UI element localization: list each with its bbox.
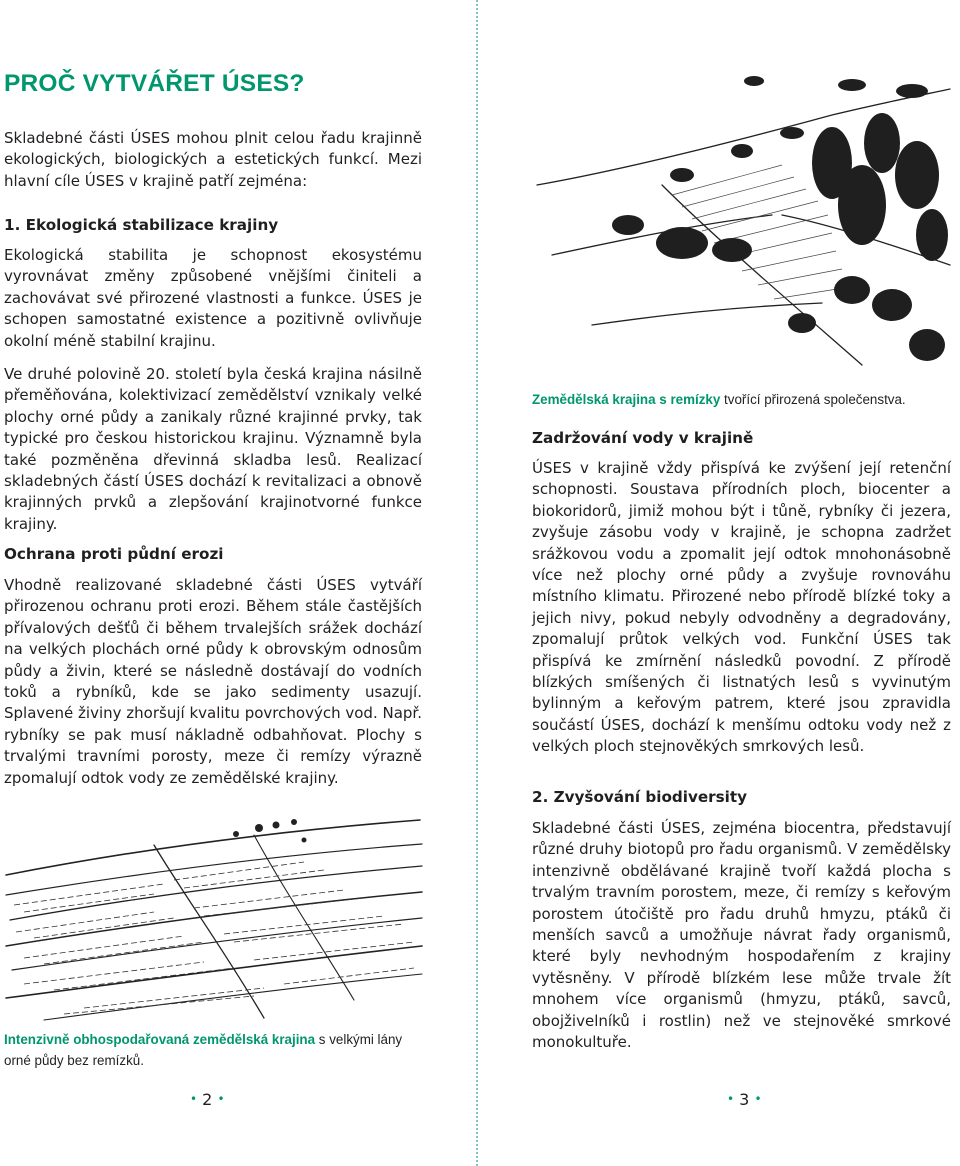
intro-paragraph-block	[4, 128, 422, 192]
page-number-left: • 2 •	[190, 1090, 225, 1109]
hedgerow-caption	[532, 390, 952, 411]
field-caption	[4, 1030, 424, 1071]
section2-heading: 2. Zvyšování biodiversity	[532, 788, 748, 806]
section1-text-2	[4, 364, 422, 535]
field-caption-rest: s velkými lány orné půdy bez remízků.	[4, 1032, 403, 1068]
field-caption-bold: Intenzivně obhospodařovaná zemědělská krajina	[4, 1032, 316, 1047]
water-paragraph: ÚSES v krajině vždy přispívá ke zvýšení její retenční schopnosti. Soustava přírodních ploch, biocenter a biokoridorů, jimiž mohou být i tůně, rybníky či jezera, zvyšuje zásobu vody v krajině, je schopna zadržet srážkovou vodu a zpomalit její odtok mnohonásobně více než plochy orné půdy a zvyšuje rovnováhu místního klimatu. Přirozené nebo přírodě blízké toky a jejich nivy, pokud nebyly odvodněny a degradovány, zpomalují průtok velkých vod. Funkční ÚSES tak přispívá ke zmírnění následků povodní. Z přírodě blízkých smíšených či listnatých lesů s vyvinutým bylinným a keřovým patrem, které jsou zpravidla součástí ÚSES, dochází k menšímu odtoku vody než z velkých ploch stejnověkých smrkových lesů.	[532, 459, 951, 756]
erosion-text	[4, 575, 422, 789]
section1-heading: 1. Ekologická stabilizace krajiny	[4, 216, 279, 234]
erosion-paragraph: Vhodně realizované skladebné části ÚSES vytváří přirozenou ochranu proti erozi. Během stále častějších přívalových dešťů či během trvalejších srážek dochází na velkých plochách orné půdy k obrovským odnosům půdy a živin, které se následně dostávají do vodních toků a rybníků, kde se jako sedimenty usazují. Splavené živiny zhoršují kvalitu povrchových vod. Např. rybníky se pak musí nákladně odbahňovat. Plochy s trvalými travními porosty, meze či remízy výrazně zpomalují odtok vody ze zemědělské krajiny.	[4, 576, 422, 787]
section1-paragraph-1: Ekologická stabilita je schopnost ekosystému vyrovnávat změny způsobené vnějšími činiteli a zachovávat své přirozené vlastnosti a funkce. ÚSES je schopen samostatné existence a pozitivně ovlivňuje okolní méně stabilní krajinu.	[4, 246, 422, 350]
plowed-field-drawing	[4, 800, 424, 1025]
page-number-3: 3	[739, 1090, 750, 1109]
page-title: PROČ VYTVÁŘET ÚSES?	[4, 70, 305, 97]
water-text	[532, 458, 951, 758]
water-heading: Zadržování vody v krajině	[532, 429, 754, 447]
hedgerow-caption-rest: tvořící přirozená společenstva.	[720, 392, 906, 407]
section2-paragraph: Skladebné části ÚSES, zejména biocentra, představují různé druhy biotopů pro řadu organismů. V zemědělsky intenzivně obdělávané krajině tvoří každá plocha s trvalým travním porostem, meze, či remízy s keřovým porostem útočiště pro řadu druhů hmyzu, ptáků či menších savců a umožňuje návrat řady organismů, které byly nevhodným hospodařením z krajiny vytěsněny. V přírodě blízkém lese může trvale žít mnohem více organismů (hmyzu, ptáků, savců, obojživelníků i rostlin) než ve stejnověké smrkové monokultuře.	[532, 819, 951, 1052]
section1-text	[4, 245, 422, 352]
section1-paragraph-2: Ve druhé polovině 20. století byla česká krajina násilně přeměňována, kolektivizací zemědělství vznikaly velké plochy orné půdy a zanikaly různé krajinné prvky, tak typické pro českou historickou krajinu. Významně byla také pozměněna dřevinná skladba lesů. Realizací skladebných částí ÚSES dochází k revitalizaci a obnově krajinných prvků a zlepšování krajinotvorné funkce krajiny.	[4, 365, 422, 533]
hedgerow-caption-bold: Zemědělská krajina s remízky	[532, 392, 721, 407]
erosion-heading: Ochrana proti půdní erozi	[4, 545, 224, 563]
page-number-right: • 3 •	[727, 1090, 762, 1109]
page-number-2: 2	[202, 1090, 213, 1109]
intro-paragraph: Skladebné části ÚSES mohou plnit celou řadu krajinně ekologických, biologických a estetických funkcí. Mezi hlavní cíle ÚSES v krajině patří zejména:	[4, 129, 422, 190]
hedgerow-landscape-drawing	[532, 75, 952, 380]
section2-text	[532, 818, 951, 1053]
page-divider	[476, 0, 478, 1166]
